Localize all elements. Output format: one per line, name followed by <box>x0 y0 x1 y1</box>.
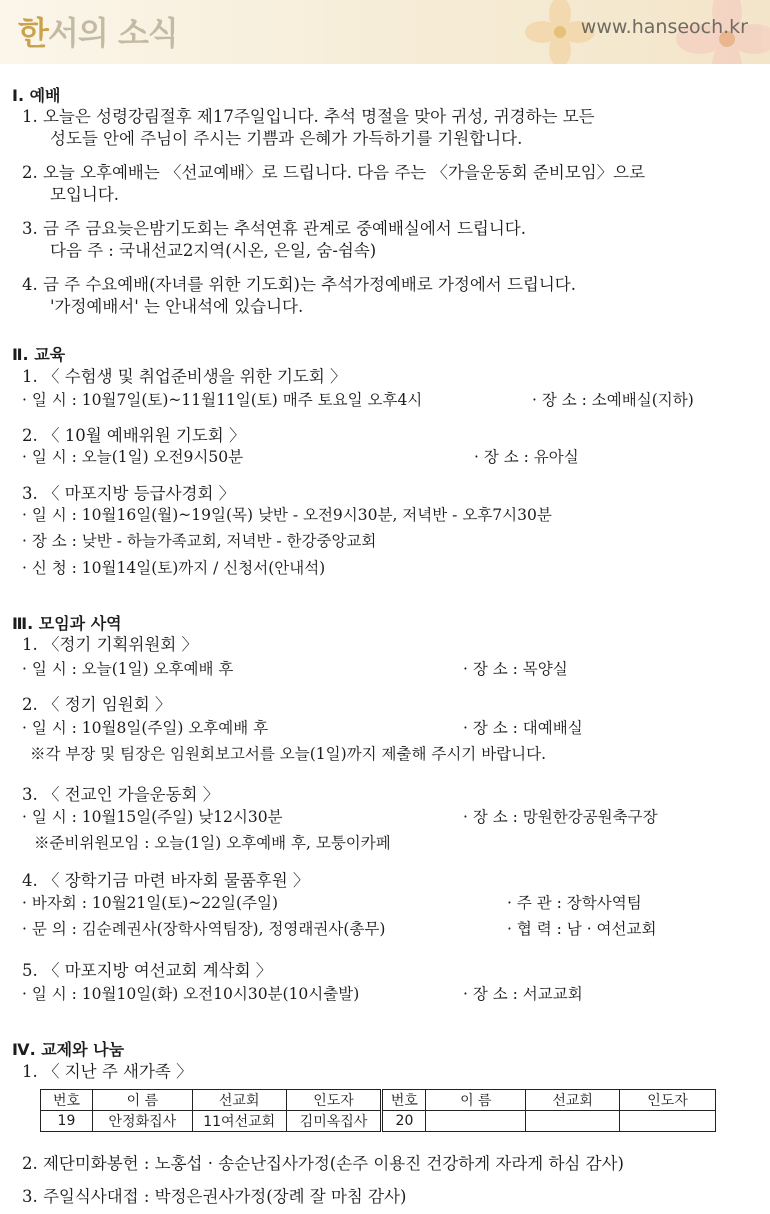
church-website-url[interactable]: www.hanseoch.kr <box>580 16 748 38</box>
table-cell: 20 <box>382 1111 426 1132</box>
gathering-note: ※각 부장 및 팀장은 임원회보고서를 오늘(1일)까지 제출해 주시기 바랍니다. <box>30 745 547 763</box>
worship-item: 3. 금 주 금요늦은밤기도회는 추석연휴 관계로 중예배실에서 드립니다. <box>22 219 526 238</box>
newsletter-title-rest: 서의 소식 <box>47 14 178 52</box>
gathering-detail-location: · 장 소 : 목양실 <box>463 660 568 678</box>
table-header-cell: 이 름 <box>92 1090 192 1111</box>
table-cell: 안정화집사 <box>92 1111 192 1132</box>
table-header-cell: 인도자 <box>620 1090 716 1111</box>
section-title-education: Ⅱ. 교육 <box>12 345 66 364</box>
fellowship-item: 2. 제단미화봉헌 : 노홍섭 · 송순난집사가정(손주 이용진 건강하게 자라게 하심 감사) <box>22 1154 624 1173</box>
section-title-gatherings: Ⅲ. 모임과 사역 <box>12 614 122 633</box>
fellowship-item: 3. 주일식사대접 : 박정은권사가정(장례 잘 마침 감사) <box>22 1187 407 1206</box>
bulletin-header <box>0 0 770 64</box>
fellowship-item-title: 1. 〈 지난 주 새가족 〉 <box>22 1062 193 1081</box>
gathering-detail: · 바자회 : 10월21일(토)~22일(주일) <box>22 894 279 912</box>
table-cell <box>526 1111 620 1132</box>
gathering-detail-location: · 장 소 : 망원한강공원축구장 <box>463 808 658 826</box>
gathering-detail: · 일 시 : 오늘(1일) 오후예배 후 <box>22 660 234 678</box>
table-cell <box>620 1111 716 1132</box>
gathering-detail-location: · 장 소 : 대예배실 <box>463 719 583 737</box>
gathering-detail-organizer: · 주 관 : 장학사역팀 <box>507 894 642 912</box>
education-detail: · 일 시 : 오늘(1일) 오전9시50분 <box>22 448 244 466</box>
new-family-table <box>40 1089 716 1132</box>
gathering-item-title: 3. 〈 전교인 가을운동회 〉 <box>22 785 220 804</box>
worship-item-cont: 모입니다. <box>50 185 120 204</box>
gathering-item-title: 4. 〈 장학기금 마련 바자회 물품후원 〉 <box>22 871 310 890</box>
section-title-fellowship: Ⅳ. 교제와 나눔 <box>12 1040 125 1059</box>
table-header-row <box>41 1090 716 1111</box>
table-cell: 11여선교회 <box>192 1111 286 1132</box>
gathering-detail: · 일 시 : 10월10일(화) 오전10시30분(10시출발) <box>22 985 360 1003</box>
gathering-detail: · 문 의 : 김순례권사(장학사역팀장), 정영래권사(총무) <box>22 920 386 938</box>
education-item-title: 1. 〈 수험생 및 취업준비생을 위한 기도회 〉 <box>22 367 347 386</box>
worship-item-cont: 성도들 안에 주님이 주시는 기쁨과 은혜가 가득하기를 기원합니다. <box>50 129 523 148</box>
education-detail: · 장 소 : 낮반 - 하늘가족교회, 저녁반 - 한강중앙교회 <box>22 532 377 550</box>
gathering-item-title: 2. 〈 정기 임원회 〉 <box>22 695 172 714</box>
worship-item-cont: 다음 주 : 국내선교2지역(시온, 은일, 숨-쉼속) <box>50 241 377 260</box>
gathering-item-title: 1. 〈정기 기획위원회 〉 <box>22 635 199 654</box>
worship-item: 1. 오늘은 성령강림절후 제17주일입니다. 추석 명절을 맞아 귀성, 귀경하는 모든 <box>22 107 595 126</box>
education-detail: · 신 청 : 10월14일(토)까지 / 신청서(안내석) <box>22 559 326 577</box>
education-item-title: 2. 〈 10월 예배위원 기도회 〉 <box>22 426 246 445</box>
gathering-detail: · 일 시 : 10월15일(주일) 낮12시30분 <box>22 808 283 826</box>
education-detail-location: · 장 소 : 유아실 <box>474 448 579 466</box>
education-detail-location: · 장 소 : 소예배실(지하) <box>532 391 694 409</box>
table-header-cell: 인도자 <box>286 1090 382 1111</box>
table-cell: 김미옥집사 <box>286 1111 382 1132</box>
table-header-cell: 선교회 <box>526 1090 620 1111</box>
gathering-item-title: 5. 〈 마포지방 여선교회 계삭회 〉 <box>22 961 273 980</box>
table-header-cell: 선교회 <box>192 1090 286 1111</box>
section-title-worship: Ⅰ. 예배 <box>12 86 61 105</box>
table-header-cell: 번호 <box>41 1090 93 1111</box>
worship-item: 2. 오늘 오후예배는 〈선교예배〉로 드립니다. 다음 주는 〈가을운동회 준비모임〉으로 <box>22 163 646 182</box>
table-cell: 19 <box>41 1111 93 1132</box>
gathering-note: ※준비위원모임 : 오늘(1일) 오후예배 후, 모퉁이카페 <box>34 834 391 852</box>
gathering-detail-location: · 장 소 : 서교교회 <box>463 985 583 1003</box>
table-row <box>41 1111 716 1132</box>
worship-item: 4. 금 주 수요예배(자녀를 위한 기도회)는 추석가정예배로 가정에서 드립니다. <box>22 275 576 294</box>
education-detail: · 일 시 : 10월7일(토)~11월11일(토) 매주 토요일 오후4시 <box>22 391 423 409</box>
gathering-detail: · 일 시 : 10월8일(주일) 오후예배 후 <box>22 719 269 737</box>
table-header-cell: 이 름 <box>426 1090 526 1111</box>
table-header-cell: 번호 <box>382 1090 426 1111</box>
gathering-detail-partner: · 협 력 : 남 · 여선교회 <box>507 920 657 938</box>
newsletter-title-accent: 한 <box>18 14 48 52</box>
newsletter-title <box>18 8 178 54</box>
table-cell <box>426 1111 526 1132</box>
education-detail: · 일 시 : 10월16일(월)~19일(목) 낮반 - 오전9시30분, 저녁반 - 오후7시30분 <box>22 506 552 524</box>
worship-item-cont: '가정예배서' 는 안내석에 있습니다. <box>50 297 304 316</box>
education-item-title: 3. 〈 마포지방 등급사경회 〉 <box>22 484 236 503</box>
